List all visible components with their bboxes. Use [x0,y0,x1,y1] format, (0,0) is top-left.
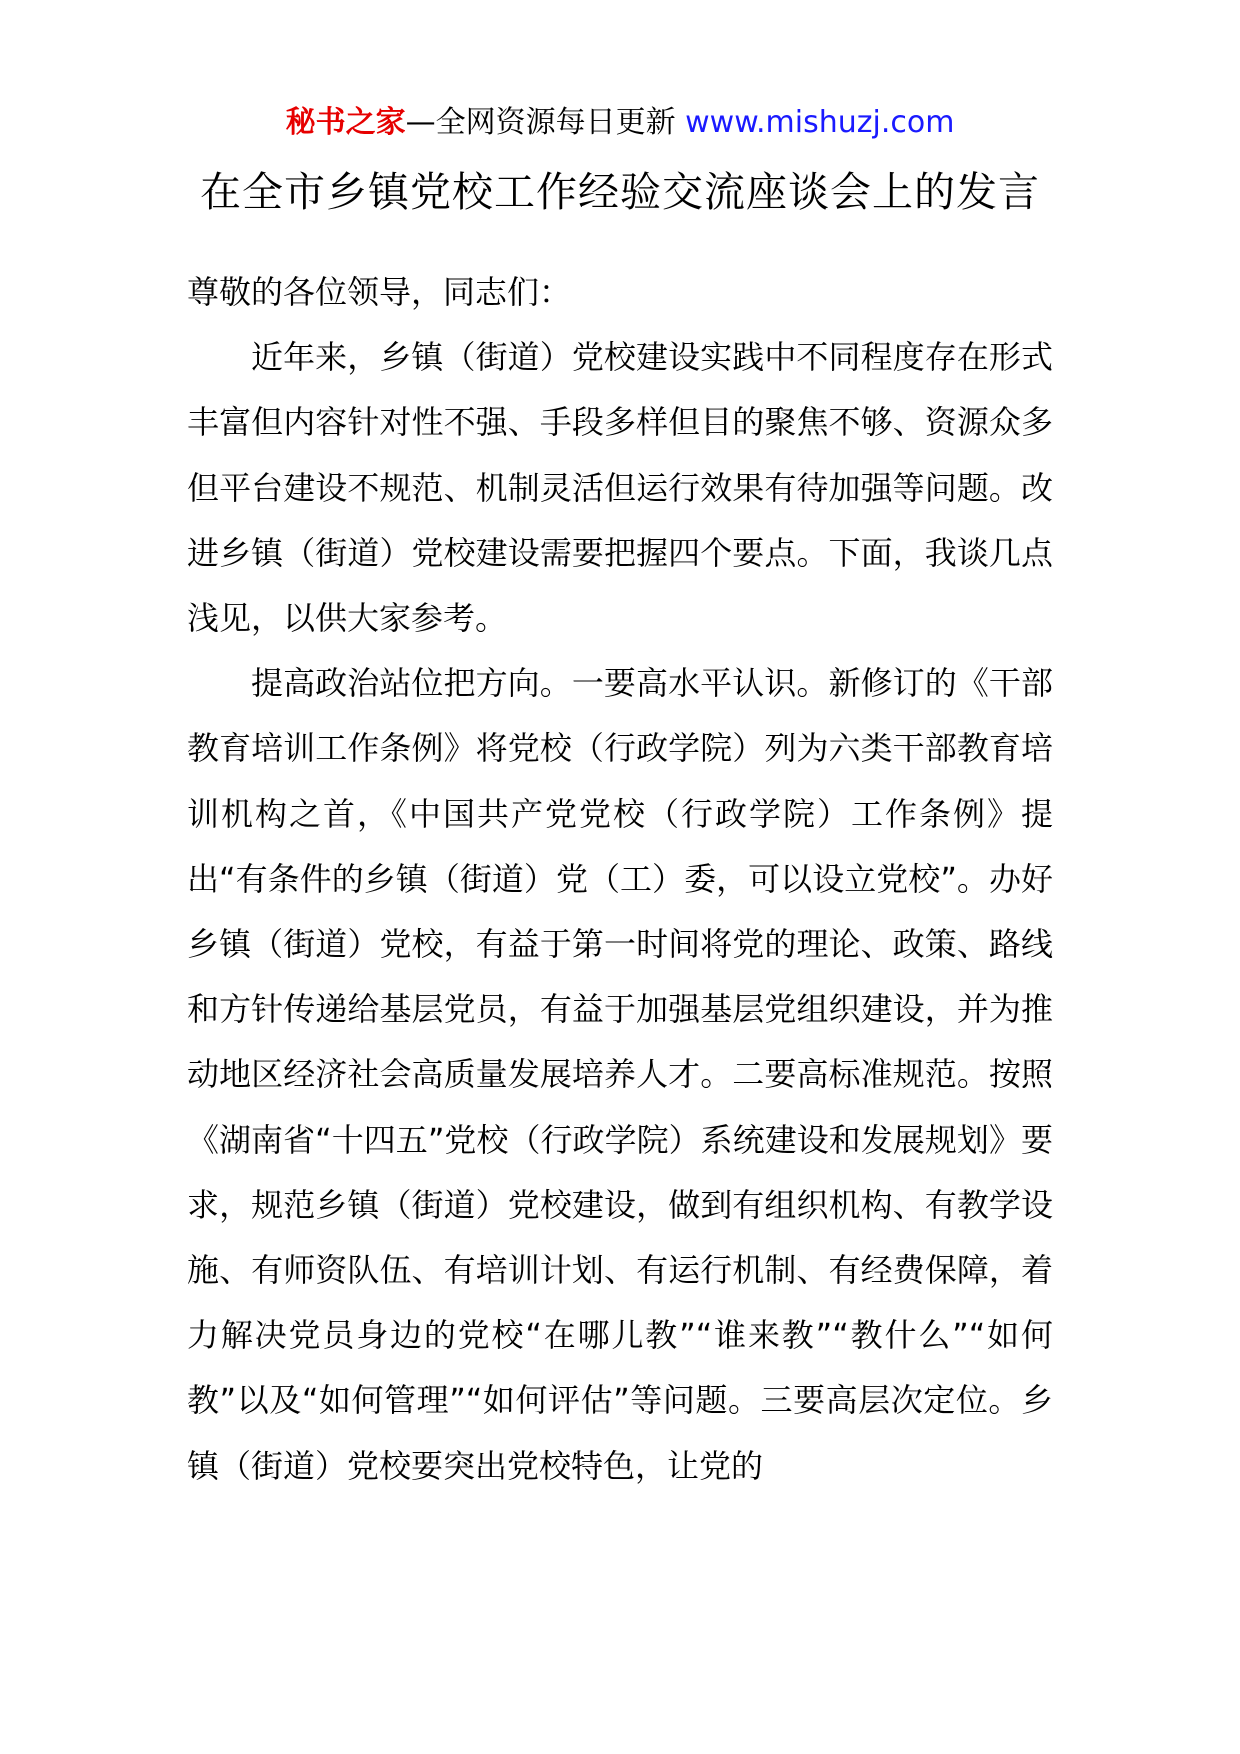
greeting-line: 尊敬的各位领导，同志们： [187,273,572,311]
body-paragraph-2: 提高政治站位把方向。一要高水平认识。新修订的《干部教育培训工作条例》将党校（行政学院）列为六类干部教育培训机构之首，《中国共产党党校（行政学院）工作条例》提出“有条件的乡镇（街道）党（工）委，可以设立党校”。办好乡镇（街道）党校，有益于第一时间将党的理论、政策、路线和方针传递给基层党员，有益于加强基层党组织建设，并为推动地区经济社会高质量发展培养人才。二要高标准规范。按照《湖南省“十四五”党校（行政学院）系统建设和发展规划》要求，规范乡镇（街道）党校建设，做到有组织机构、有教学设施、有师资队伍、有培训计划、有运行机制、有经费保障，着力解决党员身边的党校“在哪儿教”“谁来教”“教什么”“如何教”以及“如何管理”“如何评估”等问题。三要高层次定位。乡镇（街道）党校要突出党校特色，让党的 [187,664,1053,1485]
site-url-link[interactable]: www.mishuzj.com [685,105,955,140]
document-title: 在全市乡镇党校工作经验交流座谈会上的发言 [200,168,1040,216]
document-body [187,260,1053,1499]
body-paragraph-1: 近年来，乡镇（街道）党校建设实践中不同程度存在形式丰富但内容针对性不强、手段多样但目的聚焦不够、资源众多但平台建设不规范、机制灵活但运行效果有待加强等问题。改进乡镇（街道）党校建设需要把握四个要点。下面，我谈几点浅见，以供大家参考。 [187,338,1053,638]
site-header [0,100,1240,146]
header-tagline: —全网资源每日更新 [405,105,676,140]
brand-name: 秘书之家 [285,105,406,140]
